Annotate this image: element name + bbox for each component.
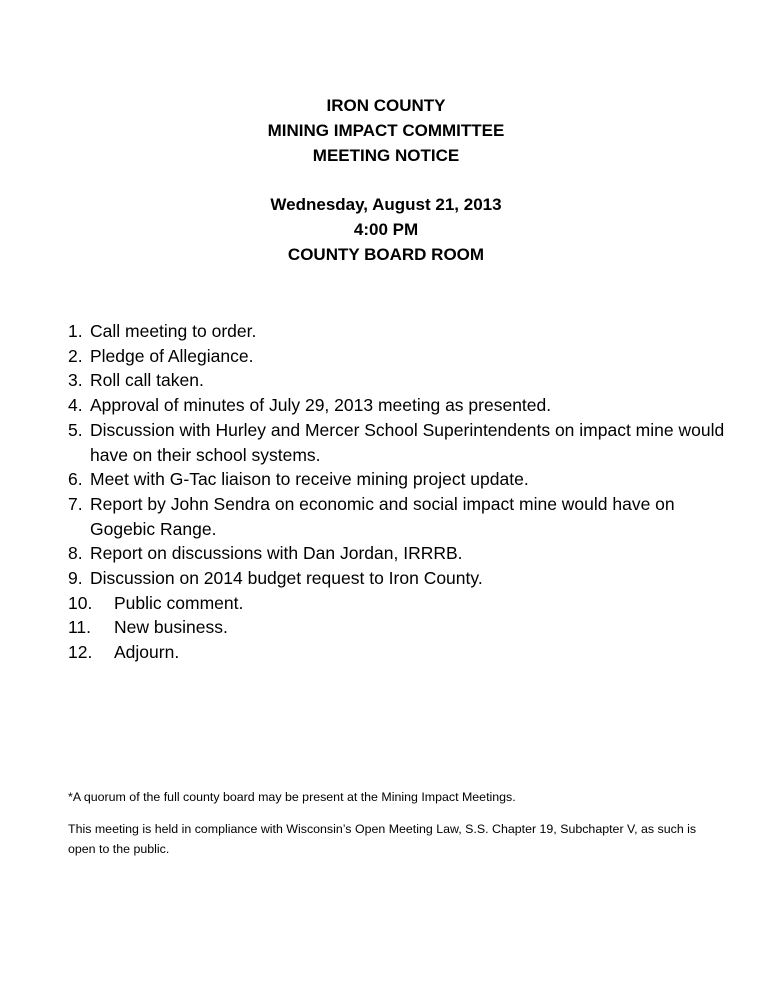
agenda-item-number: 2. [68,345,83,366]
agenda-item [68,541,728,566]
quorum-note: *A quorum of the full county board may be present at the Mining Impact Meetings. [68,790,516,804]
agenda-item-number: 5. [68,419,83,440]
agenda-item-text: Meet with G-Tac liaison to receive mining project update. [90,469,529,490]
title-block [0,93,772,168]
agenda-item-number: 4. [68,395,83,416]
agenda-item-text: Roll call taken. [90,370,204,391]
agenda-item-number: 6. [68,469,83,490]
agenda-item-text: Public comment. [114,592,244,613]
meeting-details [0,192,772,267]
notice-title: MEETING NOTICE [312,146,460,165]
agenda-item [68,492,728,541]
org-name: IRON COUNTY [326,96,446,115]
agenda-item-text: Call meeting to order. [90,321,257,341]
agenda-item-text: Discussion on 2014 budget request to Iron County. [90,568,483,589]
meeting-date: Wednesday, August 21, 2013 [270,195,502,214]
agenda-item-text: Report on discussions with Dan Jordan, IRRRB. [90,543,463,564]
agenda-item [68,640,728,665]
agenda-item [68,615,728,640]
agenda-item-number: 7. [68,493,83,514]
agenda-item-text: Pledge of Allegiance. [90,345,254,366]
agenda-item-number: 10. [68,592,93,613]
meeting-location: COUNTY BOARD ROOM [287,245,485,264]
agenda-item [68,566,728,591]
committee-name: MINING IMPACT COMMITTEE [267,121,505,140]
agenda-item [68,368,728,393]
agenda-item-number: 8. [68,543,83,564]
agenda-item-number: 1. [68,321,83,341]
agenda-item [68,591,728,616]
agenda-item-text: Adjourn. [114,642,180,663]
agenda-item-text: Discussion with Hurley and Mercer School Superintendents on impact mine would have on their school systems. [90,419,725,465]
agenda-list [68,319,728,665]
agenda-item [68,319,728,344]
agenda-item [68,393,728,418]
agenda-item-text: Approval of minutes of July 29, 2013 meeting as presented. [90,395,552,416]
agenda-item [68,344,728,369]
agenda-item-number: 11. [68,617,92,638]
agenda-item-number: 9. [68,568,83,589]
agenda-item-number: 3. [68,370,83,391]
compliance-note: This meeting is held in compliance with Wisconsin’s Open Meeting Law, S.S. Chapter 19, Subchapter V, as such is open to the public. [68,822,697,856]
agenda-item-text: New business. [114,617,228,638]
agenda-item [68,467,728,492]
meeting-time: 4:00 PM [353,220,419,239]
agenda-item-number: 12. [68,642,93,663]
agenda-item [68,418,728,467]
agenda-item-text: Report by John Sendra on economic and social impact mine would have on Gogebic Range. [90,493,675,539]
